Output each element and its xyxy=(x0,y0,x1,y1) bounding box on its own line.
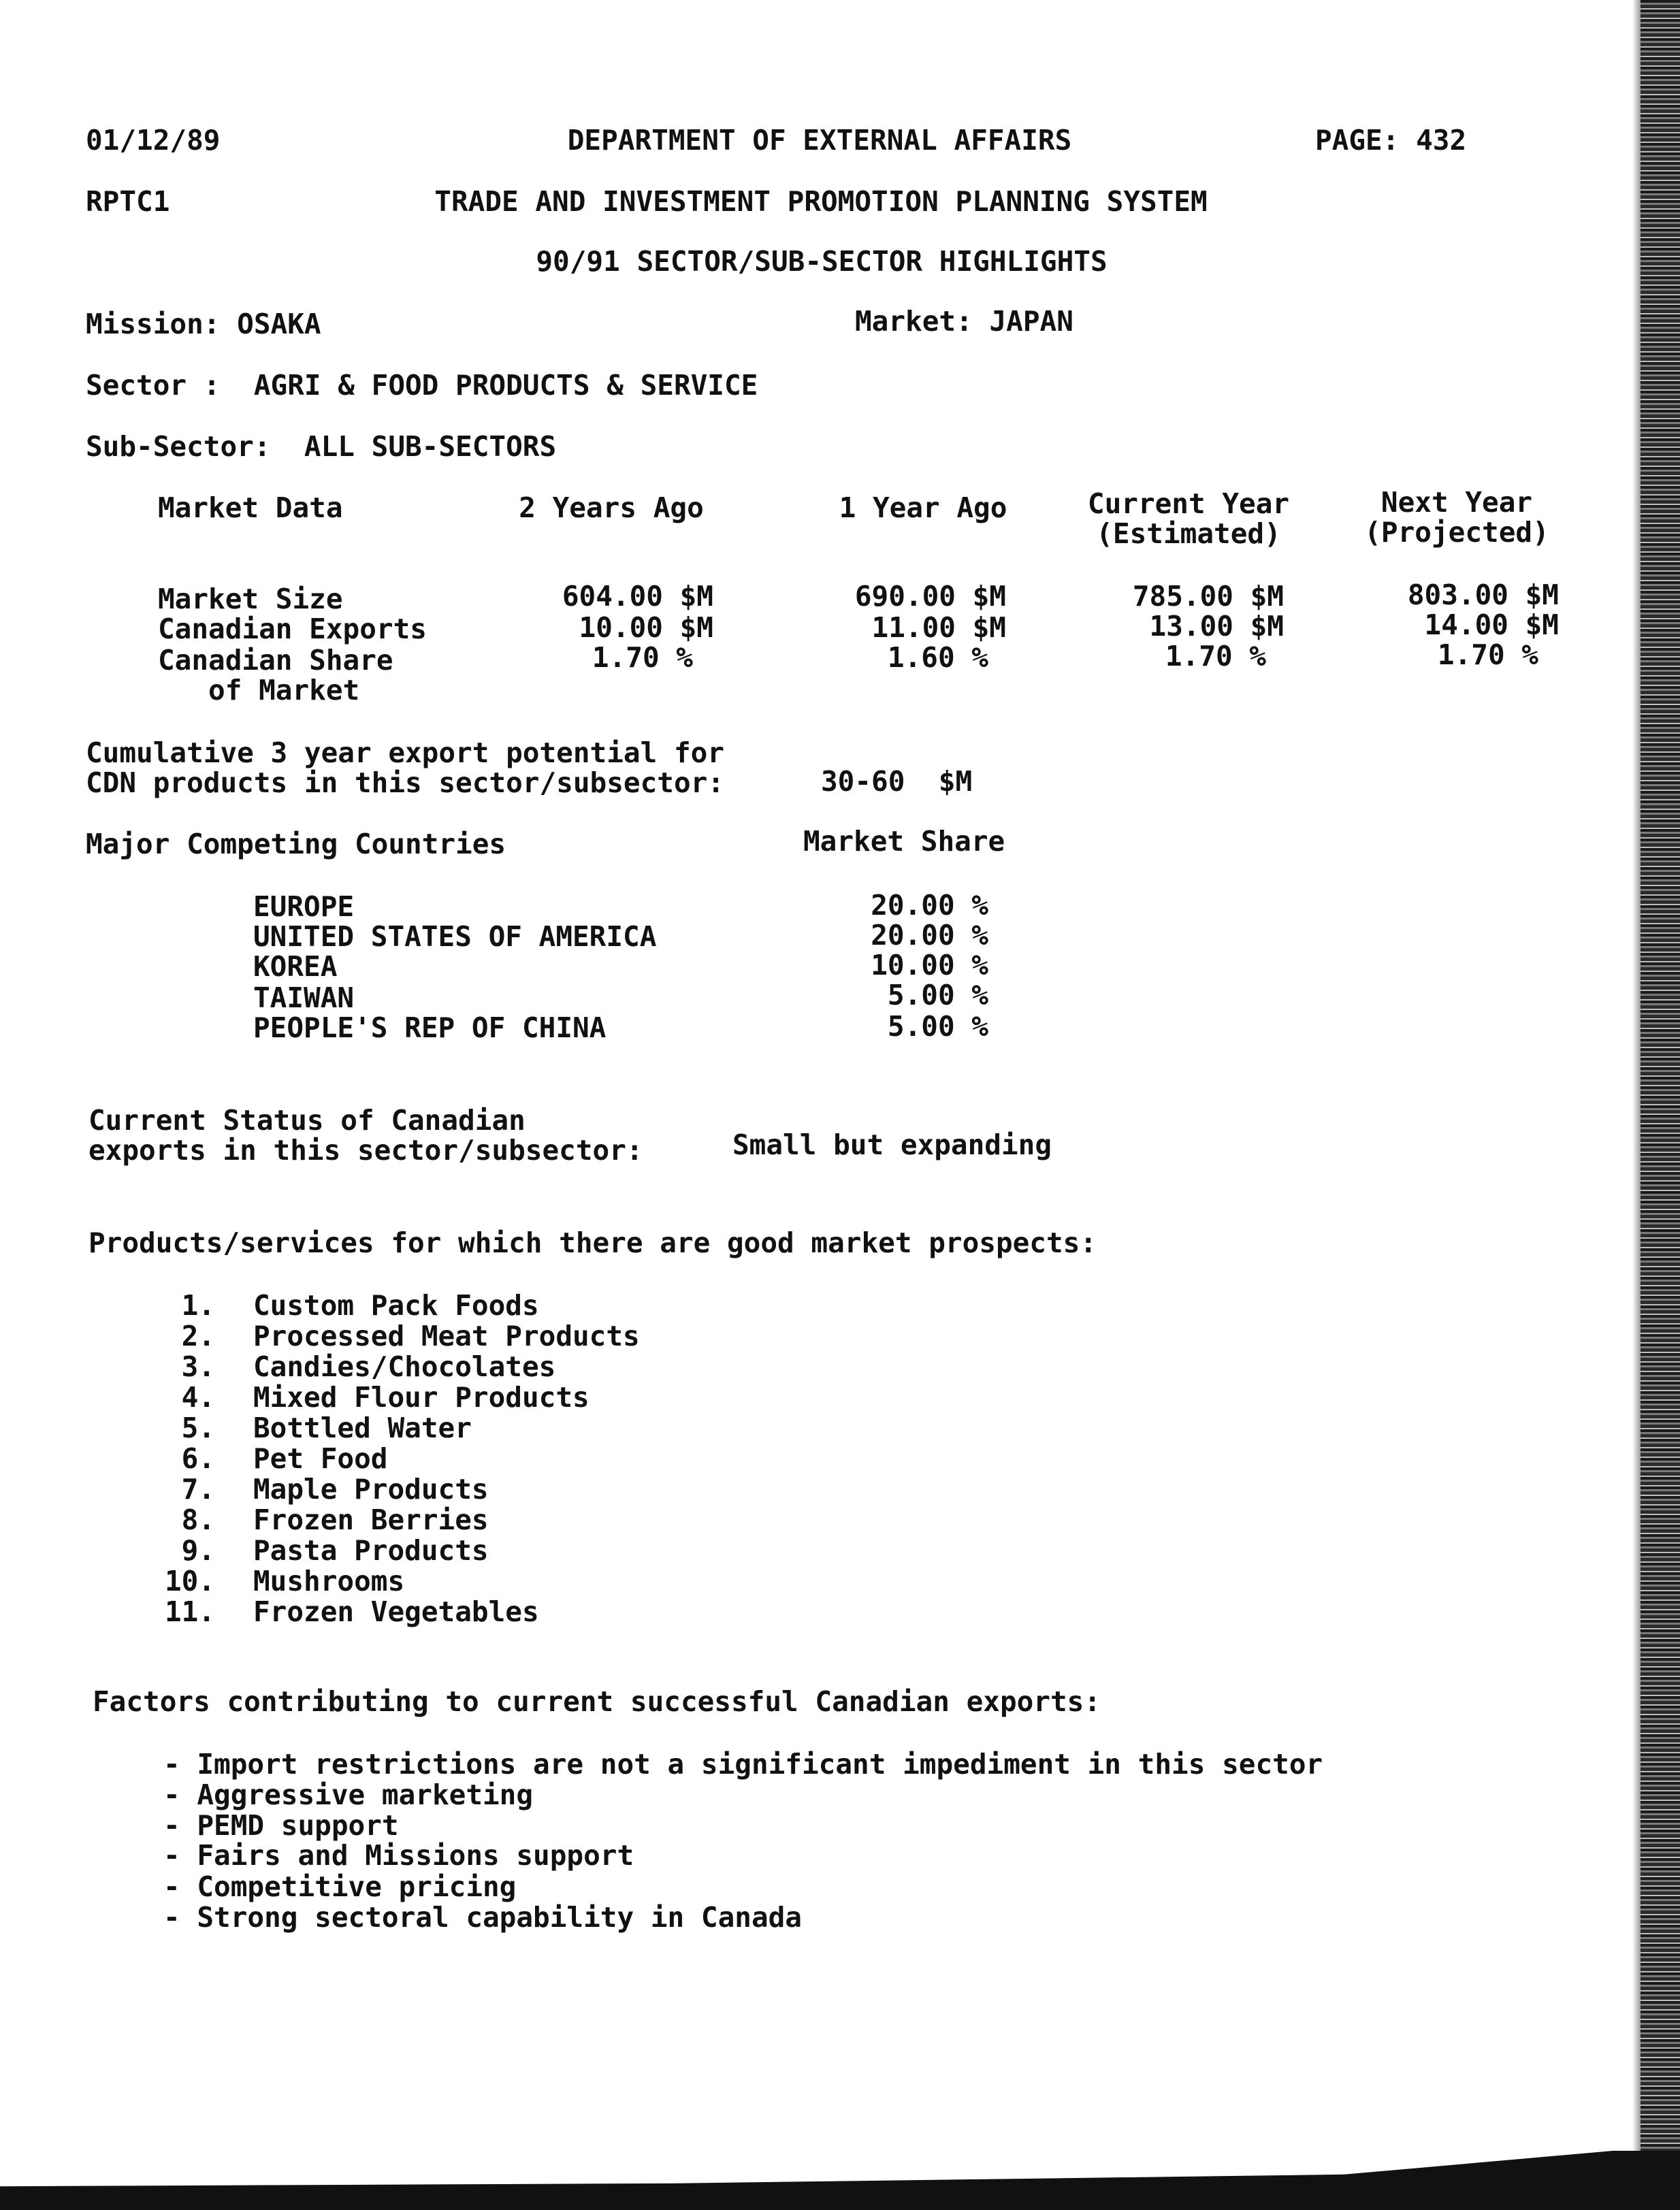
table-cell: 1.60 % xyxy=(887,641,988,674)
list-item-number: 10. xyxy=(164,1565,215,1597)
report-date: 01/12/89 xyxy=(86,124,221,157)
list-item: Candies/Chocolates xyxy=(253,1350,556,1383)
list-item: KOREA xyxy=(253,950,338,983)
list-item: Frozen Vegetables xyxy=(253,1595,539,1628)
list-item-number: 4. xyxy=(181,1381,215,1414)
sub-sector-label: Sub-Sector: ALL SUB-SECTORS xyxy=(86,430,557,463)
market-share-heading: Market Share xyxy=(803,825,1005,858)
sector-label: Sector : AGRI & FOOD PRODUCTS & SERVICE xyxy=(86,369,758,402)
factors-heading: Factors contributing to current successful Canadian exports: xyxy=(93,1685,1101,1718)
table-cell: 604.00 $M xyxy=(562,580,713,613)
list-item: - Fairs and Missions support xyxy=(163,1839,634,1872)
row-label-canadian-share: Canadian Share of Market xyxy=(158,644,393,706)
col-header-2-years-ago: 2 Years Ago xyxy=(519,491,704,524)
list-item-share: 20.00 % xyxy=(871,919,988,952)
list-item: Bottled Water xyxy=(253,1412,472,1444)
scan-edge-bottom xyxy=(0,2151,1680,2210)
table-cell: 14.00 $M xyxy=(1424,608,1559,641)
list-item-number: 1. xyxy=(181,1289,215,1322)
list-item-number: 11. xyxy=(164,1595,215,1628)
table-cell: 803.00 $M xyxy=(1407,579,1559,611)
col-header-next-year: Next Year (Projected) xyxy=(1364,486,1549,549)
list-item: - Competitive pricing xyxy=(163,1870,517,1903)
col-header-market-data: Market Data xyxy=(158,491,343,524)
export-potential-label: Cumulative 3 year export potential for CDN products in this sector/subsector: xyxy=(86,736,724,799)
list-item: - PEMD support xyxy=(163,1809,399,1842)
col-header-1-year-ago: 1 Year Ago xyxy=(839,491,1007,524)
report-code: RPTC1 xyxy=(86,185,170,218)
mission-label: Mission: OSAKA xyxy=(86,308,321,340)
list-item: - Strong sectoral capability in Canada xyxy=(163,1901,802,1934)
list-item: Frozen Berries xyxy=(253,1504,489,1536)
list-item-number: 9. xyxy=(181,1534,215,1567)
status-value: Small but expanding xyxy=(732,1128,1052,1161)
list-item: UNITED STATES OF AMERICA xyxy=(253,920,657,953)
department-title: DEPARTMENT OF EXTERNAL AFFAIRS xyxy=(567,124,1072,157)
row-label-canadian-exports: Canadian Exports xyxy=(158,613,427,645)
list-item: EUROPE xyxy=(253,890,355,923)
list-item: PEOPLE'S REP OF CHINA xyxy=(253,1011,607,1044)
prospects-heading: Products/services for which there are good market prospects: xyxy=(88,1226,1097,1259)
table-cell: 690.00 $M xyxy=(854,580,1006,613)
col-header-current-year: Current Year (Estimated) xyxy=(1087,487,1290,550)
row-label-market-size: Market Size xyxy=(158,583,343,615)
list-item-share: 5.00 % xyxy=(887,1010,988,1043)
list-item: Mixed Flour Products xyxy=(253,1381,589,1414)
list-item-number: 3. xyxy=(181,1350,215,1383)
export-potential-value: 30-60 $M xyxy=(821,765,973,798)
list-item: Mushrooms xyxy=(253,1565,405,1597)
table-cell: 11.00 $M xyxy=(871,611,1006,644)
list-item: Custom Pack Foods xyxy=(253,1289,539,1322)
scan-edge-right xyxy=(1641,0,1680,2210)
table-cell: 1.70 % xyxy=(1165,640,1266,672)
status-label: Current Status of Canadian exports in this sector/subsector: xyxy=(88,1104,643,1167)
table-cell: 785.00 $M xyxy=(1132,580,1284,613)
system-title: TRADE AND INVESTMENT PROMOTION PLANNING SYSTEM xyxy=(434,185,1208,218)
table-cell: 1.70 % xyxy=(592,641,693,674)
report-title: 90/91 SECTOR/SUB-SECTOR HIGHLIGHTS xyxy=(536,245,1108,278)
list-item: TAIWAN xyxy=(253,981,355,1014)
list-item-number: 7. xyxy=(181,1473,215,1506)
market-label: Market: JAPAN xyxy=(855,305,1073,338)
list-item-number: 5. xyxy=(181,1412,215,1444)
table-cell: 10.00 $M xyxy=(579,611,713,644)
list-item: Pet Food xyxy=(253,1442,388,1475)
list-item-share: 5.00 % xyxy=(887,979,988,1011)
list-item-share: 10.00 % xyxy=(871,949,988,981)
list-item: Pasta Products xyxy=(253,1534,489,1567)
list-item-share: 20.00 % xyxy=(871,889,988,922)
page-number: PAGE: 432 xyxy=(1315,124,1467,157)
list-item: - Import restrictions are not a significant impediment in this sector xyxy=(163,1748,1323,1781)
list-item: Maple Products xyxy=(253,1473,489,1506)
table-cell: 1.70 % xyxy=(1437,638,1538,671)
list-item-number: 2. xyxy=(181,1320,215,1352)
list-item: - Aggressive marketing xyxy=(163,1778,534,1811)
list-item: Processed Meat Products xyxy=(253,1320,640,1352)
list-item-number: 6. xyxy=(181,1442,215,1475)
list-item-number: 8. xyxy=(181,1504,215,1536)
table-cell: 13.00 $M xyxy=(1149,610,1284,643)
competitors-heading: Major Competing Countries xyxy=(86,828,506,860)
